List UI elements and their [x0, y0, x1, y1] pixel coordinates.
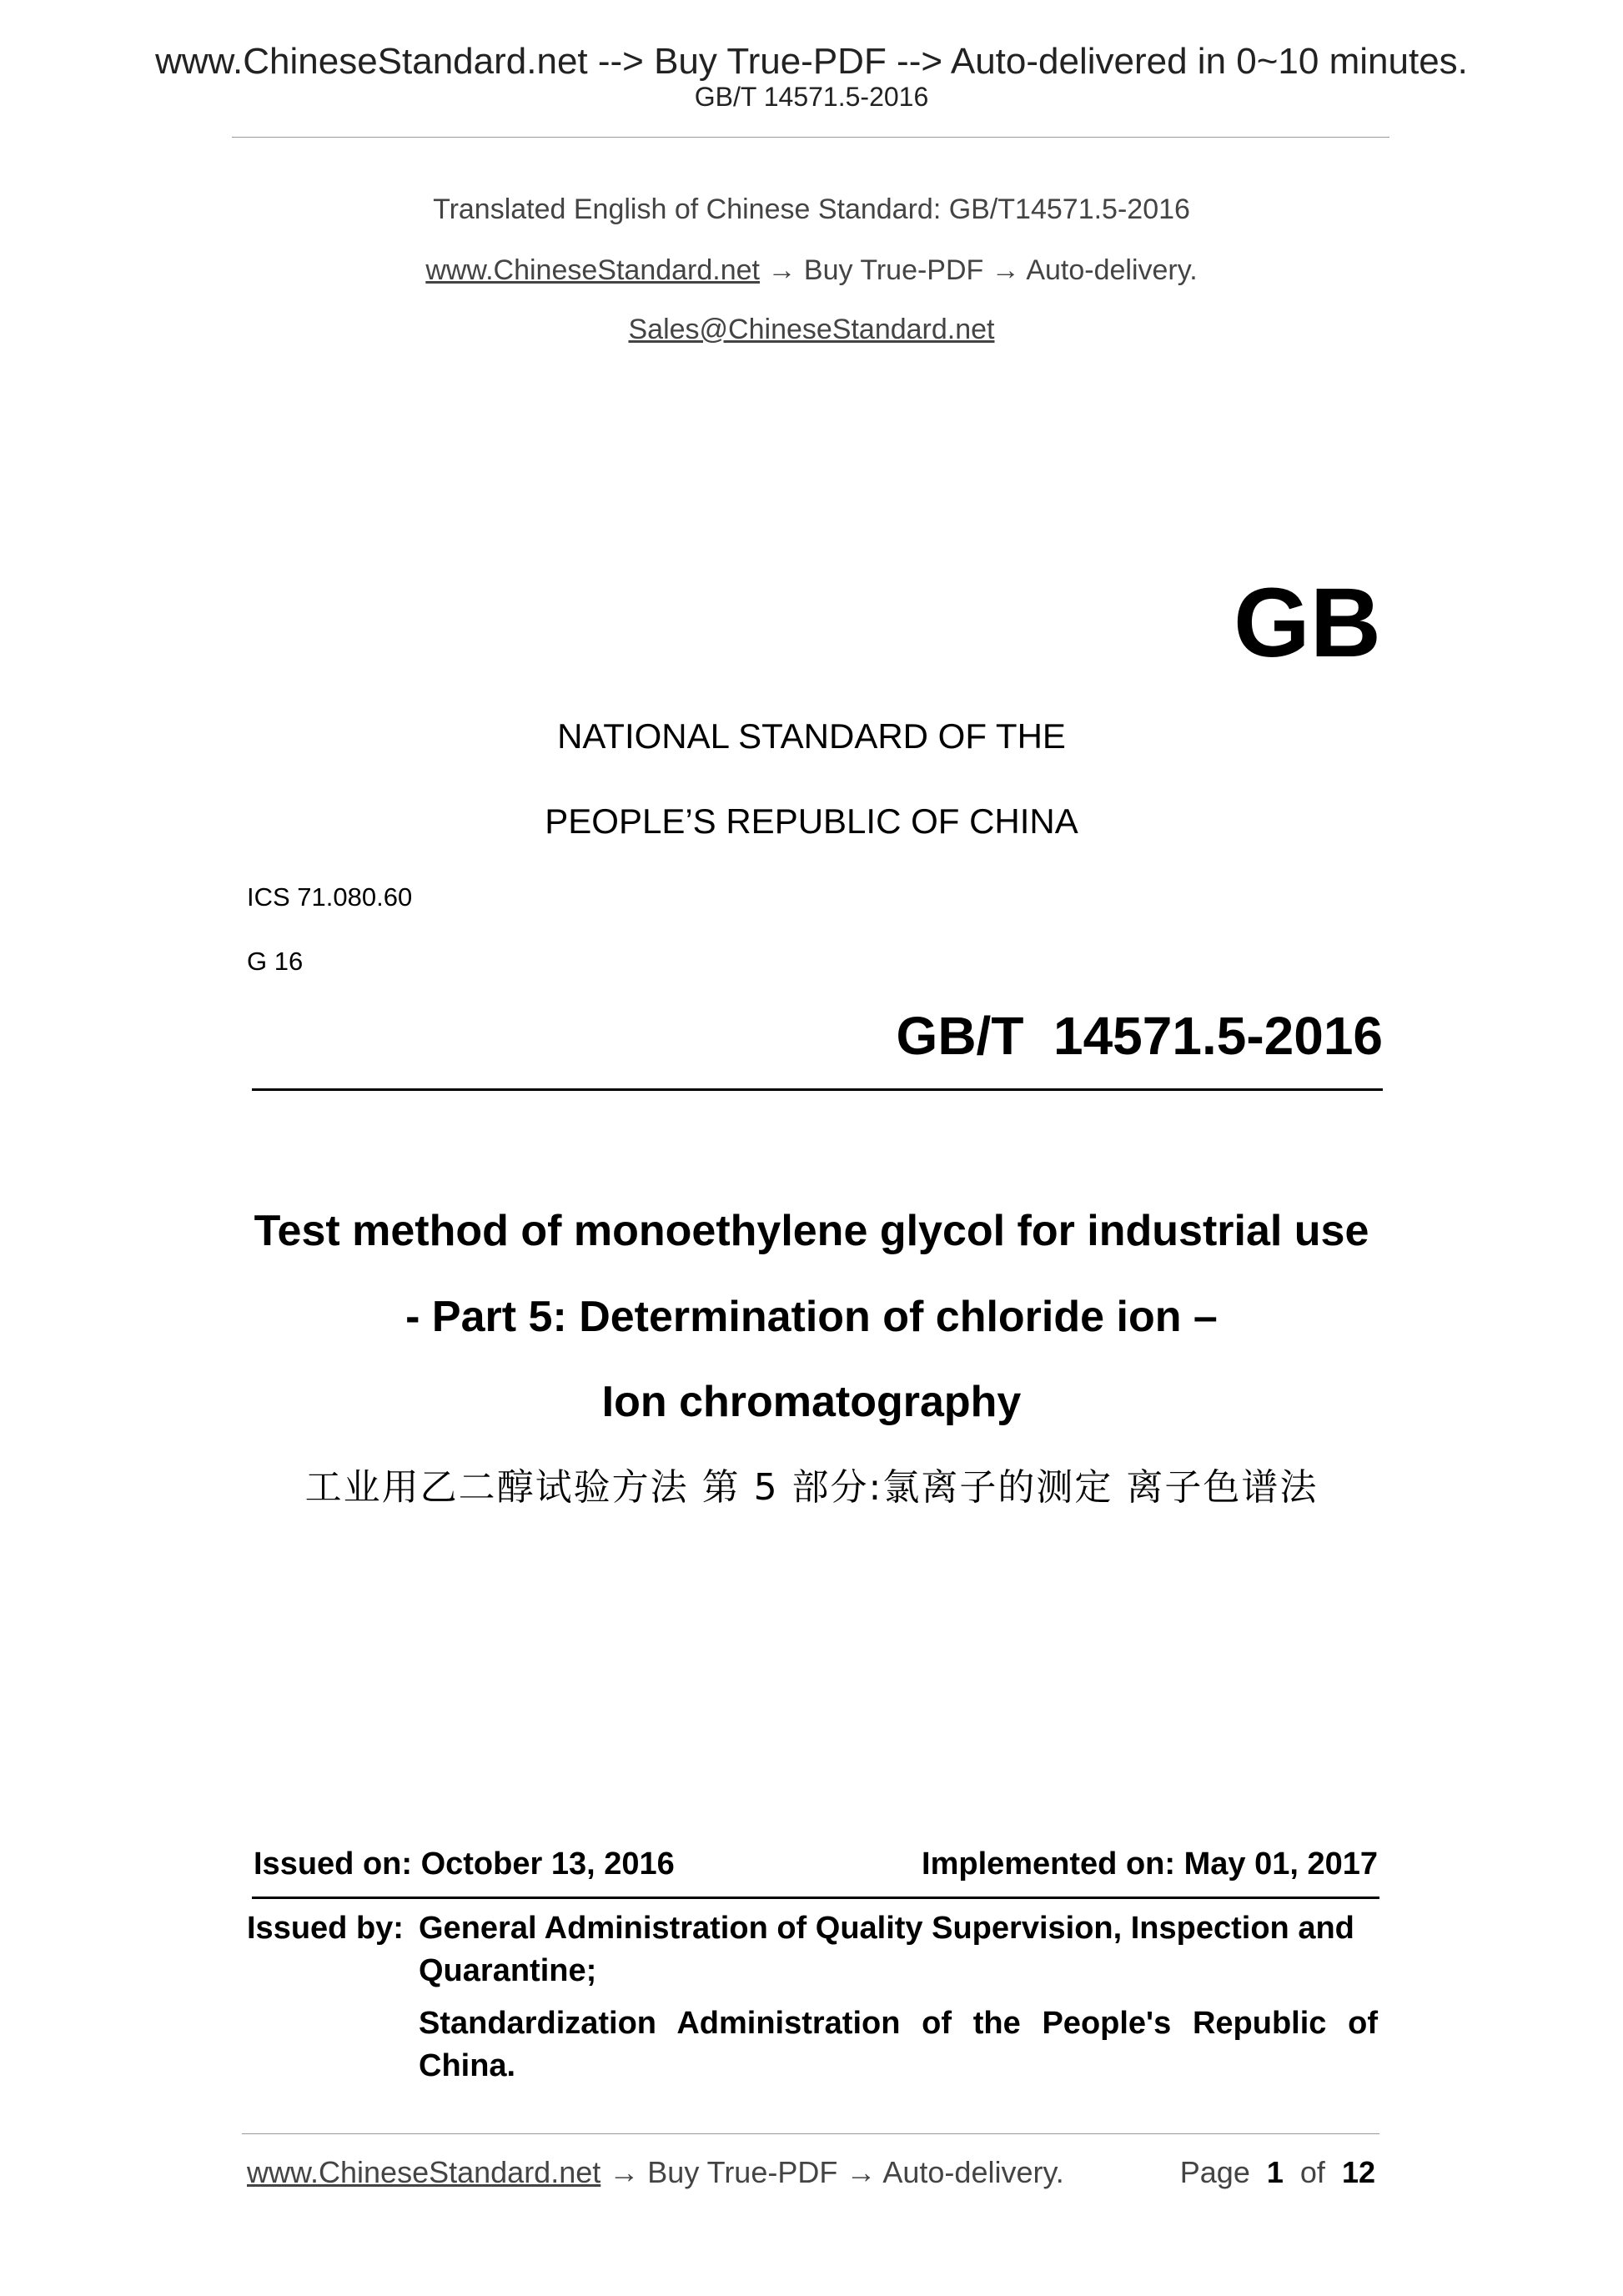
issued-date: Issued on: October 13, 2016 [254, 1846, 675, 1882]
running-header-code: GB/T 14571.5-2016 [694, 82, 929, 112]
auto-delivery-text: Auto-delivery. [1026, 254, 1198, 286]
code-divider [252, 1088, 1383, 1091]
title-line-2: - Part 5: Determination of chloride ion – [405, 1293, 1218, 1341]
title-line-3: Ion chromatography [601, 1378, 1022, 1426]
arrow-icon: → [991, 254, 1020, 286]
issued-by-label: Issued by: [247, 1911, 404, 1946]
arrow-icon: → [609, 2155, 640, 2189]
page-indicator [1179, 2155, 1375, 2189]
standard-code: GB/T 14571.5-2016 [896, 1006, 1383, 1066]
footer-divider [242, 2133, 1379, 2134]
page-label: Page [1179, 2155, 1250, 2189]
sales-email-link[interactable]: Sales@ChineseStandard.net [628, 314, 995, 345]
implemented-date: Implemented on: May 01, 2017 [922, 1846, 1378, 1882]
issuer-line-3: Standardization Administration of the People's Republic of [419, 2006, 1378, 2041]
title-line-1: Test method of monoethylene glycol for industrial use [254, 1207, 1369, 1255]
ics-code: ICS 71.080.60 [247, 882, 413, 912]
page-total: 12 [1341, 2155, 1375, 2189]
arrow-icon: → [846, 2155, 877, 2189]
chinese-title: 工业用乙二醇试验方法 第 5 部分:氯离子的测定 离子色谱法 [304, 1466, 1319, 1509]
ccs-code: G 16 [247, 947, 304, 976]
issuer-line-4: China. [419, 2048, 516, 2083]
dates-divider [252, 1897, 1379, 1899]
translation-links [0, 256, 1623, 284]
arrow-icon: → [767, 254, 796, 286]
footer-site-link[interactable]: www.ChineseStandard.net [247, 2155, 601, 2189]
national-standard-line2: PEOPLE’S REPUBLIC OF CHINA [545, 801, 1078, 841]
issuer-line-2: Quarantine; [419, 1953, 597, 1988]
translation-note: Translated English of Chinese Standard: GB/T14571.5-2016 [433, 193, 1190, 225]
sales-email-row [0, 315, 1623, 344]
gb-mark: GB [1234, 568, 1381, 678]
national-standard-line1: NATIONAL STANDARD OF THE [557, 716, 1066, 756]
top-banner: www.ChineseStandard.net --> Buy True-PDF --> Auto-delivered in 0~10 minutes. [155, 41, 1468, 82]
of-label: of [1299, 2155, 1325, 2189]
issuer-line-1: General Administration of Quality Supervision, Inspection and [419, 1911, 1354, 1946]
site-link[interactable]: www.ChineseStandard.net [425, 254, 760, 286]
page-number: 1 [1266, 2155, 1284, 2189]
footer-links [247, 2155, 1064, 2189]
header-divider [232, 137, 1389, 138]
footer-buy-text: Buy True-PDF [647, 2155, 838, 2189]
buy-pdf-text: Buy True-PDF [803, 254, 984, 286]
footer-delivery-text: Auto-delivery. [882, 2155, 1064, 2189]
